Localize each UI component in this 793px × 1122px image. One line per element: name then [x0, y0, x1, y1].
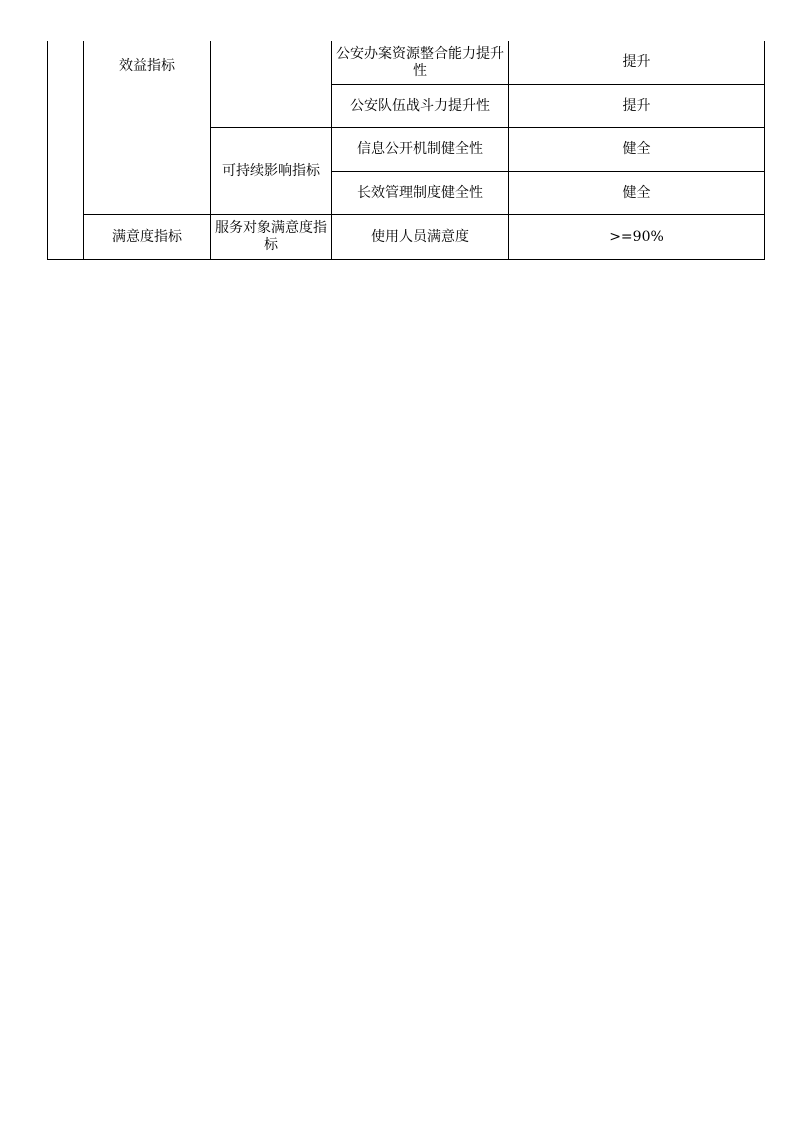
value-cell: 健全 [509, 172, 765, 215]
indicator-cell: 公安队伍战斗力提升性 [332, 85, 509, 128]
level3-blank-cell [211, 41, 332, 128]
table-row [48, 215, 765, 260]
benefit-indicator-label: 效益指标 [119, 58, 175, 74]
benefit-indicator-cell [84, 41, 211, 215]
indicator-cell: 信息公开机制健全性 [332, 128, 509, 172]
satisfaction-indicator-cell: 满意度指标 [84, 215, 211, 260]
level1-cell [48, 41, 84, 260]
indicator-cell: 使用人员满意度 [332, 215, 509, 260]
table-row [48, 41, 765, 85]
sustainability-indicator-cell: 可持续影响指标 [211, 128, 332, 215]
indicator-cell: 公安办案资源整合能力提升性 [332, 41, 509, 85]
value-cell: 健全 [509, 128, 765, 172]
performance-indicator-table [47, 41, 765, 260]
indicator-cell: 长效管理制度健全性 [332, 172, 509, 215]
service-target-satisfaction-cell: 服务对象满意度指标 [211, 215, 332, 260]
value-cell: 提升 [509, 85, 765, 128]
value-cell: 提升 [509, 41, 765, 85]
value-cell: >=90% [509, 215, 765, 260]
